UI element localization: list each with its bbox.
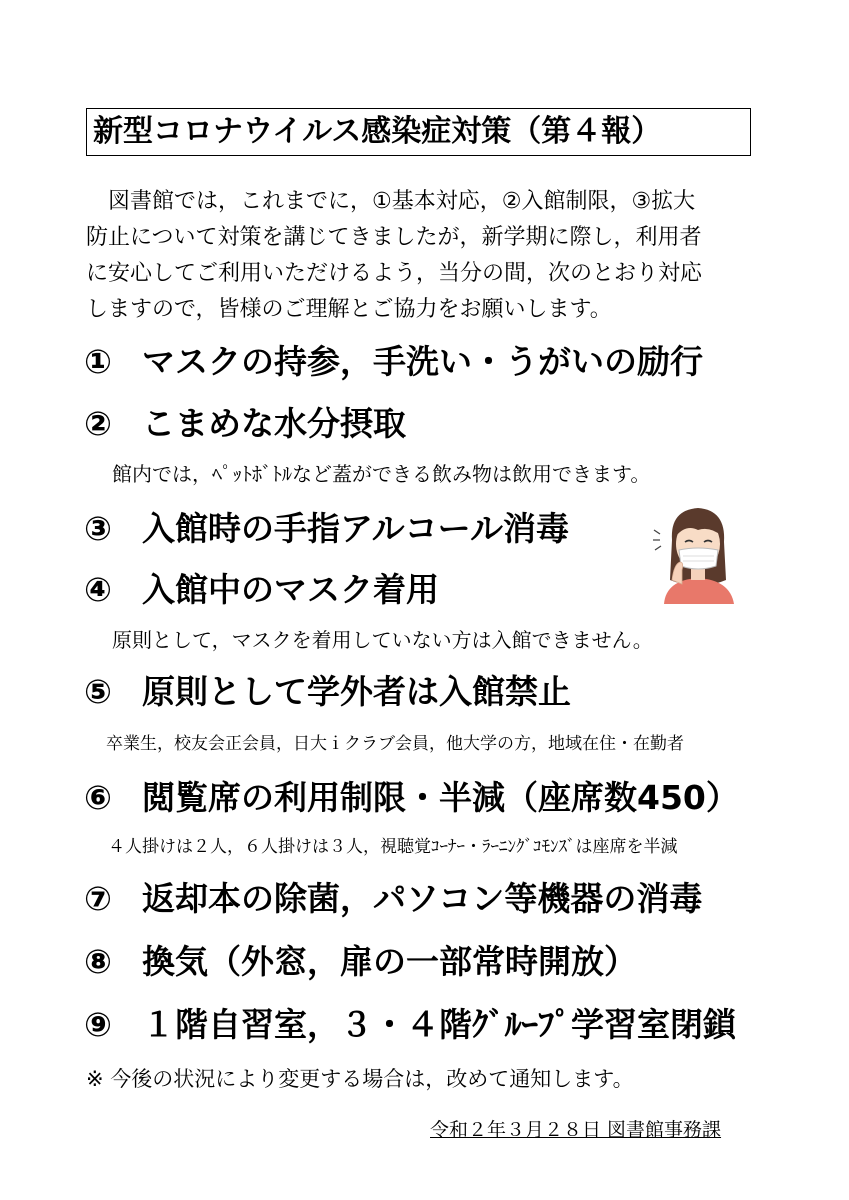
measure-text: 換気（外窓，扉の一部常時開放） [142, 942, 637, 981]
measure-number: ① [84, 342, 112, 381]
measure-text: 原則として学外者は入館禁止 [142, 672, 571, 711]
footer-note: ※ 今後の状況により変更する場合は，改めて通知します。 [86, 1067, 634, 1091]
measure-item-3 [84, 507, 569, 551]
intro-line: 図書館では，これまでに，①基本対応，②入館制限，③拡大 [86, 189, 696, 214]
measure-number: ⑥ [84, 778, 112, 817]
intro-line: しますので，皆様のご理解とご協力をお願いします。 [86, 297, 612, 322]
measure-number: ③ [84, 509, 112, 548]
measure-item-9 [84, 1003, 736, 1047]
measure-text: マスクの持参，手洗い・うがいの励行 [142, 342, 703, 381]
measure-note: ４人掛けは２人，６人掛けは３人，視聴覚ｺｰﾅｰ・ﾗｰﾆﾝｸﾞｺﾓﾝｽﾞは座席を半減 [108, 837, 678, 857]
measure-item-2 [84, 402, 406, 446]
measure-item-8 [84, 940, 637, 984]
measure-number: ⑤ [84, 672, 112, 711]
measure-number: ⑧ [84, 942, 112, 981]
measure-item-1 [84, 340, 703, 384]
measure-number: ⑦ [84, 879, 112, 918]
measure-text: 入館中のマスク着用 [142, 570, 439, 609]
intro-line: に安心してご利用いただけるよう，当分の間，次のとおり対応 [86, 261, 703, 286]
measure-text: 返却本の除菌，パソコン等機器の消毒 [142, 879, 703, 918]
measure-note: 卒業生，校友会正会員，日大ｉクラブ会員，他大学の方，地域在住・在勤者 [106, 734, 684, 754]
measure-number: ④ [84, 570, 112, 609]
measure-text: こまめな水分摂取 [142, 404, 406, 443]
measure-number: ② [84, 404, 112, 443]
intro-line: 防止について対策を講じてきましたが，新学期に際し，利用者 [86, 225, 702, 250]
measure-text: 閲覧席の利用制限・半減（座席数450） [142, 778, 739, 817]
measure-text: 入館時の手指アルコール消毒 [142, 509, 570, 548]
measure-item-5 [84, 670, 571, 714]
measure-number: ⑨ [84, 1005, 112, 1044]
measure-note: 原則として，マスクを着用していない方は入館できません。 [112, 628, 653, 652]
measure-item-6 [84, 776, 739, 820]
signature: 令和２年３月２８日 図書館事務課 [430, 1119, 722, 1141]
intro-paragraph [86, 184, 758, 328]
page-title: 新型コロナウイルス感染症対策（第４報） [86, 108, 751, 156]
measure-item-7 [84, 877, 702, 921]
measure-item-4 [84, 568, 439, 612]
woman-wearing-mask-illustration [652, 500, 744, 604]
measure-text: １階自習室，３・４階ｸﾞﾙｰﾌﾟ学習室閉鎖 [142, 1005, 736, 1044]
measure-note: 館内では，ﾍﾟｯﾄﾎﾞﾄﾙなど蓋ができる飲み物は飲用できます。 [112, 462, 651, 486]
